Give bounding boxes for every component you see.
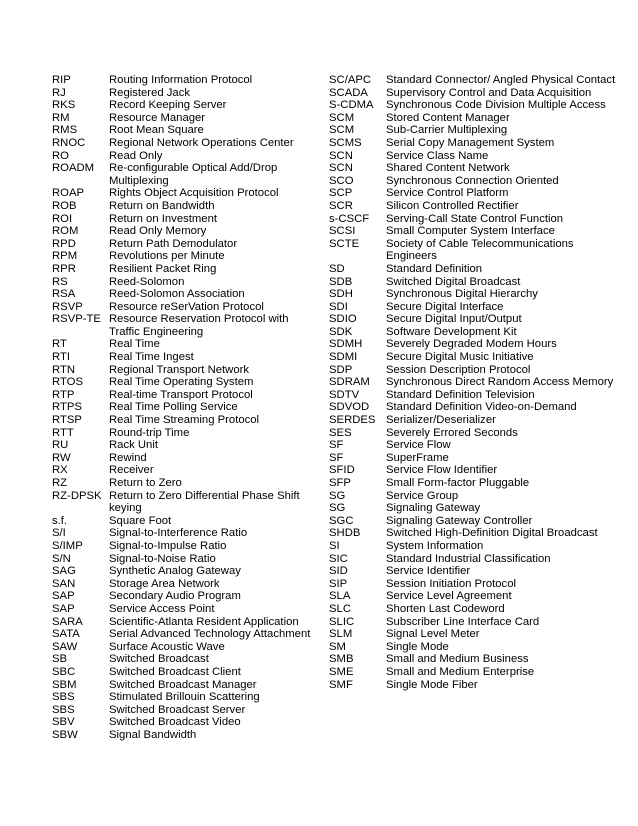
entry-abbreviation: SATA <box>52 628 80 641</box>
glossary-entry <box>329 74 619 87</box>
entry-definition: Receiver <box>109 464 154 477</box>
entry-definition: Real Time Polling Service <box>109 401 238 414</box>
glossary-entry <box>52 124 320 137</box>
entry-abbreviation: SBS <box>52 691 75 704</box>
entry-definition: Switched Broadcast <box>109 653 209 666</box>
glossary-entry <box>329 502 619 515</box>
glossary-entry <box>52 464 320 477</box>
entry-definition: Signaling Gateway <box>386 502 481 515</box>
glossary-entry <box>329 414 619 427</box>
entry-abbreviation: RTPS <box>52 401 82 414</box>
glossary-entry <box>329 653 619 666</box>
entry-abbreviation: RZ <box>52 477 68 489</box>
glossary-entry <box>329 87 619 100</box>
entry-definition: Service Identifier <box>386 565 471 578</box>
entry-definition: Secure Digital Music Initiative <box>386 351 534 364</box>
glossary-column-left <box>52 74 320 741</box>
glossary-entry <box>52 401 320 414</box>
glossary-entry <box>52 616 320 629</box>
glossary-entry <box>329 464 619 477</box>
entry-definition: Switched Broadcast Server <box>109 703 246 716</box>
entry-abbreviation: s-CSCF <box>329 212 370 225</box>
glossary-entry <box>52 452 320 465</box>
entry-definition: Resource reSerVation Protocol <box>109 300 264 313</box>
glossary-entry <box>52 691 320 704</box>
glossary-entry <box>329 389 619 402</box>
entry-abbreviation: S-CDMA <box>329 99 374 112</box>
glossary-entry <box>52 414 320 427</box>
entry-abbreviation: RW <box>52 451 71 464</box>
entry-definition: Serial Advanced Technology Attachment <box>109 628 311 641</box>
glossary-entry <box>329 351 619 364</box>
entry-definition: Software Development Kit <box>386 325 517 338</box>
entry-definition: Serial Copy Management System <box>386 136 555 149</box>
glossary-entry <box>329 326 619 339</box>
glossary-entry <box>52 565 320 578</box>
glossary-entry <box>52 150 320 163</box>
glossary-entry <box>52 313 320 338</box>
entry-abbreviation: SBM <box>52 678 77 691</box>
glossary-entry <box>52 301 320 314</box>
entry-definition: Serializer/Deserializer <box>386 414 496 427</box>
entry-definition: Real Time Ingest <box>109 351 194 364</box>
glossary-entry <box>329 527 619 540</box>
entry-definition: Resilient Packet Ring <box>109 262 217 275</box>
entry-definition: Real-time Transport Protocol <box>109 388 253 401</box>
glossary-entry <box>329 452 619 465</box>
glossary-entry <box>52 427 320 440</box>
entry-definition: Scientific-Atlanta Resident Application <box>109 615 299 628</box>
glossary-entry <box>329 616 619 629</box>
entry-abbreviation: SDB <box>329 275 353 288</box>
entry-definition: Read Only <box>109 149 163 162</box>
entry-definition: Signaling Gateway Controller <box>386 514 533 527</box>
glossary-entry <box>52 187 320 200</box>
glossary-entry <box>52 527 320 540</box>
entry-definition: Stored Content Manager <box>386 111 510 124</box>
entry-abbreviation: RM <box>52 111 70 124</box>
entry-definition: Sub-Carrier Multiplexing <box>386 124 508 137</box>
glossary-entry <box>52 553 320 566</box>
glossary-entry <box>52 200 320 213</box>
entry-abbreviation: RIP <box>52 74 71 86</box>
glossary-entry <box>329 225 619 238</box>
glossary-entry <box>329 439 619 452</box>
entry-abbreviation: SG <box>329 502 346 515</box>
entry-definition: Standard Connector/ Angled Physical Contact <box>386 74 616 86</box>
entry-abbreviation: SLM <box>329 628 353 641</box>
entry-abbreviation: SC/APC <box>329 74 372 86</box>
entry-definition: Small and Medium Business <box>386 653 529 666</box>
glossary-entry <box>52 276 320 289</box>
entry-abbreviation: SB <box>52 653 68 666</box>
entry-abbreviation: SERDES <box>329 414 376 427</box>
glossary-entry <box>329 112 619 125</box>
entry-definition: Standard Definition Television <box>386 388 535 401</box>
entry-abbreviation: ROB <box>52 199 77 212</box>
entry-abbreviation: SCM <box>329 124 355 137</box>
entry-abbreviation: SHDB <box>329 527 361 540</box>
entry-abbreviation: RNOC <box>52 136 86 149</box>
entry-definition: Resource Reservation Protocol with Traffic Engineering <box>109 313 289 338</box>
glossary-entry <box>52 490 320 515</box>
glossary-entry <box>329 679 619 692</box>
entry-abbreviation: SCR <box>329 199 353 212</box>
entry-definition: Rights Object Acquisition Protocol <box>109 187 279 200</box>
entry-definition: Signal-to-Noise Ratio <box>109 552 216 565</box>
entry-definition: Stimulated Brillouin Scattering <box>109 691 260 704</box>
entry-definition: Read Only Memory <box>109 225 207 238</box>
entry-abbreviation: SES <box>329 426 352 439</box>
entry-abbreviation: SAP <box>52 602 75 615</box>
glossary-entry <box>329 376 619 389</box>
entry-definition: Synchronous Connection Oriented <box>386 174 559 187</box>
glossary-entry <box>52 162 320 187</box>
glossary-entry <box>52 729 320 742</box>
glossary-entry <box>52 590 320 603</box>
entry-abbreviation: SAW <box>52 640 78 653</box>
glossary-entry <box>52 74 320 87</box>
entry-abbreviation: S/N <box>52 552 71 565</box>
entry-abbreviation: SARA <box>52 615 83 628</box>
entry-abbreviation: ROM <box>52 225 79 238</box>
entry-definition: Rewind <box>109 451 147 464</box>
glossary-entry <box>52 338 320 351</box>
glossary-entry <box>329 338 619 351</box>
entry-abbreviation: RTSP <box>52 414 82 427</box>
entry-definition: Single Mode Fiber <box>386 678 478 691</box>
entry-definition: Synchronous Direct Random Access Memory <box>386 376 614 389</box>
glossary-entry <box>52 99 320 112</box>
entry-abbreviation: SFP <box>329 477 351 489</box>
entry-definition: Resource Manager <box>109 111 206 124</box>
entry-abbreviation: RKS <box>52 99 76 112</box>
entry-abbreviation: SDMI <box>329 351 358 364</box>
glossary-entry <box>329 628 619 641</box>
entry-abbreviation: SCO <box>329 174 354 187</box>
glossary-entry <box>52 439 320 452</box>
entry-definition: Round-trip Time <box>109 426 190 439</box>
glossary-entry <box>52 653 320 666</box>
glossary-entry <box>52 679 320 692</box>
entry-abbreviation: SFID <box>329 464 355 477</box>
glossary-entry <box>329 213 619 226</box>
entry-definition: Synchronous Code Division Multiple Access <box>386 99 606 112</box>
entry-abbreviation: SCP <box>329 187 353 200</box>
entry-abbreviation: SBC <box>52 665 76 678</box>
entry-abbreviation: SM <box>329 640 346 653</box>
entry-abbreviation: SDP <box>329 363 353 376</box>
entry-definition: Service Flow <box>386 439 451 452</box>
glossary-entry <box>329 578 619 591</box>
entry-abbreviation: SLC <box>329 602 351 615</box>
glossary-entry <box>329 553 619 566</box>
glossary-entry <box>329 540 619 553</box>
glossary-entry <box>52 716 320 729</box>
glossary-entry <box>329 263 619 276</box>
glossary-entry <box>52 389 320 402</box>
glossary-entry <box>329 565 619 578</box>
glossary-entry <box>52 288 320 301</box>
entry-definition: Regional Network Operations Center <box>109 136 294 149</box>
entry-abbreviation: RMS <box>52 124 78 137</box>
glossary-entry <box>329 175 619 188</box>
entry-abbreviation: SAN <box>52 577 76 590</box>
entry-definition: Return to Zero <box>109 477 182 489</box>
entry-abbreviation: SBW <box>52 728 78 741</box>
entry-definition: Service Control Platform <box>386 187 509 200</box>
entry-definition: Silicon Controlled Rectifier <box>386 199 519 212</box>
glossary-entry <box>52 87 320 100</box>
glossary-entry <box>329 99 619 112</box>
entry-definition: Session Description Protocol <box>386 363 531 376</box>
entry-abbreviation: SDRAM <box>329 376 370 389</box>
entry-abbreviation: RTOS <box>52 376 83 389</box>
entry-definition: Return on Bandwidth <box>109 199 215 212</box>
entry-definition: Surface Acoustic Wave <box>109 640 225 653</box>
entry-abbreviation: SAP <box>52 590 75 603</box>
glossary-column-right <box>329 74 619 691</box>
glossary-entry <box>52 351 320 364</box>
entry-definition: Root Mean Square <box>109 124 204 137</box>
entry-definition: Supervisory Control and Data Acquisition <box>386 86 592 99</box>
glossary-entry <box>329 288 619 301</box>
glossary-entry <box>52 578 320 591</box>
entry-definition: Small Form-factor Pluggable <box>386 477 530 489</box>
entry-definition: Shorten Last Codeword <box>386 602 505 615</box>
entry-definition: Switched Broadcast Client <box>109 665 241 678</box>
entry-abbreviation: RTN <box>52 363 76 376</box>
entry-abbreviation: RSA <box>52 288 76 301</box>
entry-definition: Reed-Solomon Association <box>109 288 245 301</box>
entry-abbreviation: RO <box>52 149 69 162</box>
entry-abbreviation: RPR <box>52 262 76 275</box>
entry-abbreviation: SDMH <box>329 338 363 351</box>
entry-definition: Single Mode <box>386 640 449 653</box>
entry-abbreviation: RPM <box>52 250 78 263</box>
entry-abbreviation: SMB <box>329 653 354 666</box>
entry-abbreviation: SI <box>329 539 340 552</box>
entry-definition: Return on Investment <box>109 212 218 225</box>
glossary-entry <box>329 641 619 654</box>
glossary-entry <box>52 628 320 641</box>
entry-abbreviation: SBS <box>52 703 75 716</box>
entry-abbreviation: SCTE <box>329 237 360 250</box>
entry-definition: Severely Errored Seconds <box>386 426 518 439</box>
entry-definition: Signal Level Meter <box>386 628 480 641</box>
entry-definition: Signal Bandwidth <box>109 728 197 741</box>
glossary-entry <box>329 666 619 679</box>
entry-abbreviation: RJ <box>52 86 66 99</box>
entry-definition: Service Flow Identifier <box>386 464 498 477</box>
entry-abbreviation: SGC <box>329 514 354 527</box>
entry-abbreviation: SDK <box>329 325 353 338</box>
entry-definition: Society of Cable Telecommunications Engineers <box>386 237 574 263</box>
entry-abbreviation: s.f. <box>52 514 68 527</box>
glossary-entry <box>329 200 619 213</box>
entry-definition: Storage Area Network <box>109 577 220 590</box>
entry-abbreviation: SIC <box>329 552 348 565</box>
entry-definition: Signal-to-Interference Ratio <box>109 527 248 540</box>
entry-definition: Registered Jack <box>109 86 190 99</box>
glossary-entry <box>52 540 320 553</box>
entry-abbreviation: SDI <box>329 300 348 313</box>
entry-definition: Rack Unit <box>109 439 158 452</box>
glossary-entry <box>329 301 619 314</box>
entry-abbreviation: SF <box>329 451 344 464</box>
entry-abbreviation: S/IMP <box>52 539 83 552</box>
entry-abbreviation: RT <box>52 338 67 351</box>
glossary-entry <box>329 401 619 414</box>
glossary-entry <box>52 238 320 251</box>
glossary-entry <box>329 150 619 163</box>
entry-definition: Real Time Operating System <box>109 376 254 389</box>
glossary-entry <box>329 515 619 528</box>
entry-abbreviation: ROAP <box>52 187 85 200</box>
entry-abbreviation: SCN <box>329 162 353 175</box>
entry-definition: Serving-Call State Control Function <box>386 212 564 225</box>
entry-definition: Return to Zero Differential Phase Shift keying <box>109 489 300 515</box>
entry-definition: Standard Industrial Classification <box>386 552 551 565</box>
entry-abbreviation: SDVOD <box>329 401 370 414</box>
entry-abbreviation: SMF <box>329 678 353 691</box>
glossary-entry <box>52 364 320 377</box>
entry-definition: Synthetic Analog Gateway <box>109 565 241 578</box>
entry-abbreviation: S/I <box>52 527 66 540</box>
glossary-entry <box>52 213 320 226</box>
entry-abbreviation: SLA <box>329 590 351 603</box>
entry-definition: Service Access Point <box>109 602 215 615</box>
entry-abbreviation: SBV <box>52 716 75 729</box>
entry-definition: Subscriber Line Interface Card <box>386 615 540 628</box>
entry-abbreviation: SCADA <box>329 86 368 99</box>
entry-abbreviation: SCMS <box>329 136 362 149</box>
entry-definition: System Information <box>386 539 484 552</box>
glossary-entry <box>329 276 619 289</box>
entry-abbreviation: RTP <box>52 388 75 401</box>
entry-definition: Square Foot <box>109 514 172 527</box>
entry-abbreviation: SCSI <box>329 225 356 238</box>
entry-definition: Reed-Solomon <box>109 275 185 288</box>
glossary-entry <box>329 313 619 326</box>
entry-definition: Secondary Audio Program <box>109 590 241 603</box>
entry-definition: Synchronous Digital Hierarchy <box>386 288 538 301</box>
entry-definition: Standard Definition Video-on-Demand <box>386 401 577 414</box>
glossary-entry <box>52 515 320 528</box>
glossary-entry <box>52 376 320 389</box>
entry-definition: Switched Broadcast Manager <box>109 678 257 691</box>
entry-definition: Severely Degraded Modem Hours <box>386 338 557 351</box>
entry-abbreviation: RZ-DPSK <box>52 489 102 502</box>
glossary-entry <box>52 666 320 679</box>
entry-definition: Record Keeping Server <box>109 99 227 112</box>
entry-abbreviation: SAG <box>52 565 76 578</box>
glossary-entry <box>329 162 619 175</box>
entry-definition: Small and Medium Enterprise <box>386 665 535 678</box>
entry-abbreviation: SCN <box>329 149 353 162</box>
glossary-entry <box>52 603 320 616</box>
entry-definition: Switched High-Definition Digital Broadcast <box>386 527 598 540</box>
entry-definition: SuperFrame <box>386 451 449 464</box>
entry-abbreviation: SDIO <box>329 313 357 326</box>
entry-abbreviation: RU <box>52 439 69 452</box>
entry-abbreviation: RSVP-TE <box>52 313 101 326</box>
entry-abbreviation: SF <box>329 439 344 452</box>
entry-definition: Secure Digital Input/Output <box>386 313 522 326</box>
entry-definition: Regional Transport Network <box>109 363 250 376</box>
entry-definition: Re-configurable Optical Add/Drop Multiplexing <box>109 162 278 187</box>
glossary-entry <box>329 477 619 490</box>
entry-abbreviation: RTI <box>52 351 70 364</box>
glossary-entry <box>329 590 619 603</box>
glossary-entry <box>329 603 619 616</box>
entry-abbreviation: SD <box>329 262 345 275</box>
glossary-entry <box>329 427 619 440</box>
entry-abbreviation: ROADM <box>52 162 95 175</box>
entry-definition: Standard Definition <box>386 262 483 275</box>
entry-abbreviation: SDH <box>329 288 353 301</box>
glossary-entry <box>52 263 320 276</box>
entry-definition: Signal-to-Impulse Ratio <box>109 539 227 552</box>
entry-abbreviation: SG <box>329 489 346 502</box>
entry-abbreviation: RS <box>52 275 68 288</box>
entry-definition: Session Initiation Protocol <box>386 577 516 590</box>
entry-abbreviation: SID <box>329 565 348 578</box>
entry-definition: Routing Information Protocol <box>109 74 253 86</box>
glossary-entry <box>329 187 619 200</box>
entry-definition: Switched Digital Broadcast <box>386 275 521 288</box>
glossary-entry <box>52 704 320 717</box>
entry-abbreviation: SME <box>329 665 354 678</box>
glossary-entry <box>52 250 320 263</box>
glossary-entry <box>52 477 320 490</box>
glossary-entry <box>52 137 320 150</box>
entry-definition: Real Time Streaming Protocol <box>109 414 260 427</box>
entry-definition: Secure Digital Interface <box>386 300 504 313</box>
entry-definition: Small Computer System Interface <box>386 225 555 238</box>
entry-abbreviation: RX <box>52 464 68 477</box>
glossary-entry <box>52 112 320 125</box>
entry-definition: Service Level Agreement <box>386 590 512 603</box>
glossary-entry <box>52 641 320 654</box>
entry-definition: Shared Content Network <box>386 162 510 175</box>
entry-abbreviation: SCM <box>329 111 355 124</box>
glossary-entry <box>329 137 619 150</box>
entry-abbreviation: SLIC <box>329 615 355 628</box>
glossary-entry <box>52 225 320 238</box>
entry-definition: Return Path Demodulator <box>109 237 238 250</box>
entry-abbreviation: ROI <box>52 212 73 225</box>
glossary-entry <box>329 124 619 137</box>
glossary-entry <box>329 490 619 503</box>
entry-abbreviation: RPD <box>52 237 76 250</box>
entry-definition: Revolutions per Minute <box>109 250 225 263</box>
entry-abbreviation: RSVP <box>52 300 83 313</box>
entry-abbreviation: RTT <box>52 426 74 439</box>
entry-definition: Switched Broadcast Video <box>109 716 241 729</box>
entry-abbreviation: SIP <box>329 577 348 590</box>
entry-definition: Real Time <box>109 338 160 351</box>
entry-definition: Service Group <box>386 489 459 502</box>
glossary-entry <box>329 364 619 377</box>
glossary-entry <box>329 238 619 263</box>
entry-abbreviation: SDTV <box>329 388 360 401</box>
entry-definition: Service Class Name <box>386 149 489 162</box>
